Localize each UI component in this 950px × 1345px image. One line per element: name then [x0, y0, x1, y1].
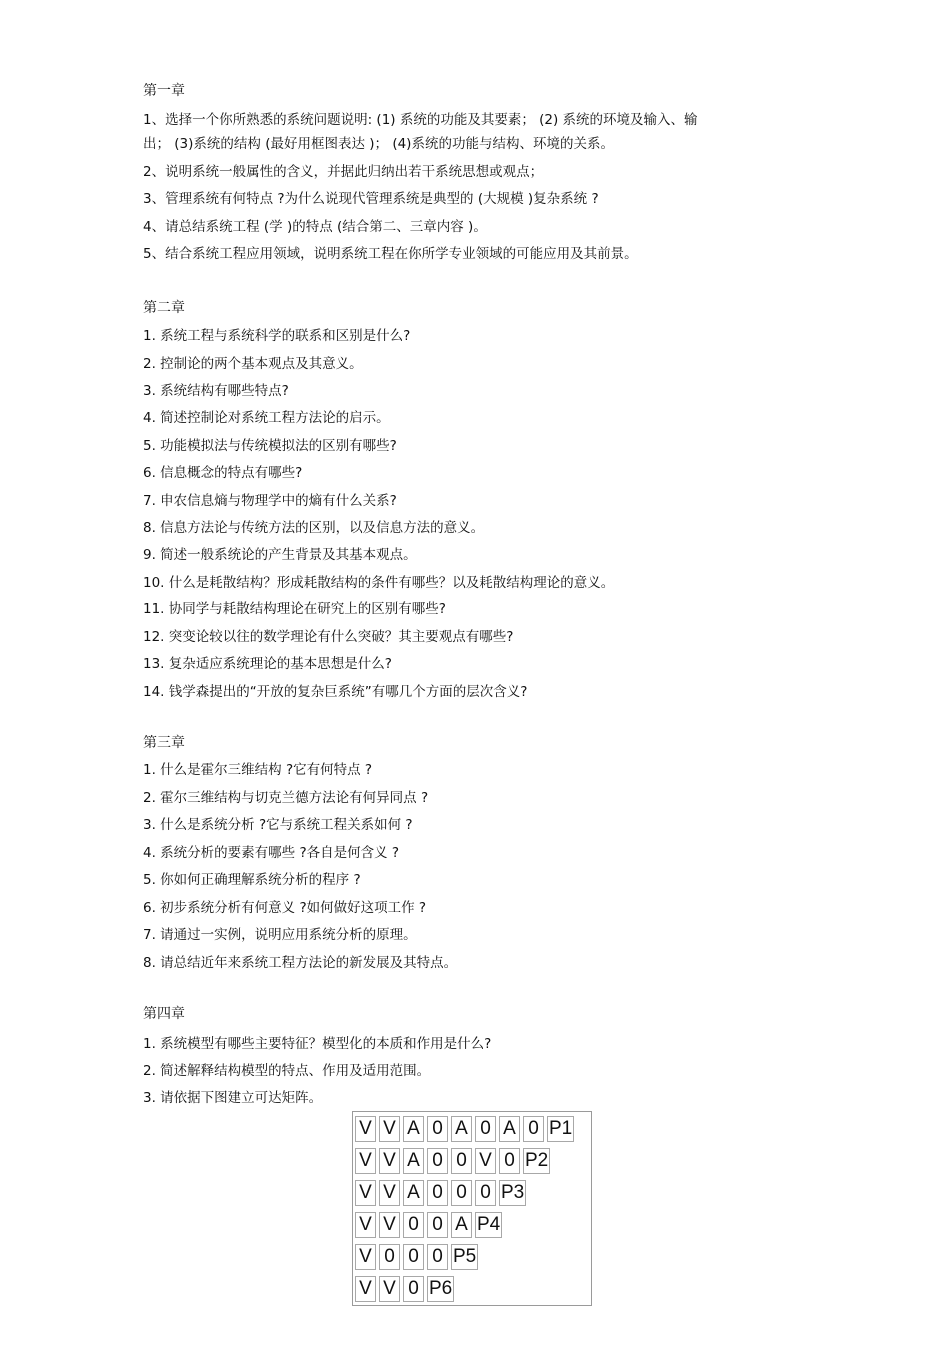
chapter-3-item: 6. 初步系统分析有何意义 ?如何做好这项工作 ?: [143, 900, 427, 916]
matrix-cell: 0: [451, 1180, 472, 1206]
chapter-4-heading: 第四章: [143, 1006, 185, 1022]
matrix-cell: 0: [403, 1276, 424, 1302]
chapter-3-heading: 第三章: [143, 735, 185, 751]
chapter-1-item: 2、说明系统一般属性的含义，并据此归纳出若干系统思想或观点；: [143, 164, 544, 180]
matrix-node-label: P4: [475, 1212, 502, 1238]
chapter-2-item: 8. 信息方法论与传统方法的区别，以及信息方法的意义。: [143, 520, 485, 536]
matrix-cell: 0: [403, 1244, 424, 1270]
chapter-3-item: 7. 请通过一实例，说明应用系统分析的原理。: [143, 927, 417, 943]
matrix-cell: V: [379, 1148, 400, 1174]
chapter-1-item: 1、选择一个你所熟悉的系统问题说明: (1) 系统的功能及其要素； (2) 系统的环境及输入、输: [143, 112, 698, 128]
matrix-row: [355, 1180, 529, 1208]
matrix-cell: V: [355, 1180, 376, 1206]
matrix-cell: 0: [379, 1244, 400, 1270]
matrix-cell: 0: [475, 1116, 496, 1142]
chapter-4-item: 3. 请依据下图建立可达矩阵。: [143, 1090, 323, 1106]
matrix-cell: V: [475, 1148, 496, 1174]
matrix-cell: V: [379, 1116, 400, 1142]
matrix-cell: 0: [523, 1116, 544, 1142]
matrix-cell: 0: [475, 1180, 496, 1206]
matrix-cell: A: [499, 1116, 520, 1142]
chapter-3-item: 3. 什么是系统分析 ?它与系统工程关系如何 ?: [143, 817, 413, 833]
chapter-3-item: 8. 请总结近年来系统工程方法论的新发展及其特点。: [143, 955, 458, 971]
matrix-cell: 0: [403, 1212, 424, 1238]
chapter-3-item: 2. 霍尔三维结构与切克兰德方法论有何异同点 ?: [143, 790, 429, 806]
chapter-1-item: 出； (3)系统的结构 (最好用框图表达 )； (4)系统的功能与结构、环境的关系。: [143, 136, 614, 152]
matrix-row: [355, 1244, 481, 1272]
matrix-cell: 0: [427, 1212, 448, 1238]
matrix-cell: 0: [427, 1180, 448, 1206]
chapter-2-item: 3. 系统结构有哪些特点?: [143, 383, 289, 399]
chapter-2-item: 12. 突变论较以往的数学理论有什么突破？其主要观点有哪些?: [143, 629, 514, 645]
chapter-2-item: 6. 信息概念的特点有哪些?: [143, 465, 303, 481]
matrix-row: [355, 1212, 505, 1240]
matrix-row: [355, 1116, 577, 1144]
matrix-cell: A: [403, 1180, 424, 1206]
chapter-2-item: 2. 控制论的两个基本观点及其意义。: [143, 356, 363, 372]
chapter-1-heading: 第一章: [143, 83, 185, 99]
chapter-3-item: 5. 你如何正确理解系统分析的程序 ?: [143, 872, 361, 888]
chapter-2-item: 9. 简述一般系统论的产生背景及其基本观点。: [143, 547, 417, 563]
chapter-1-item: 4、请总结系统工程 (学 )的特点 (结合第二、三章内容 )。: [143, 219, 487, 235]
chapter-2-item: 1. 系统工程与系统科学的联系和区别是什么?: [143, 328, 411, 344]
chapter-1-item: 3、管理系统有何特点 ?为什么说现代管理系统是典型的 (大规模 )复杂系统 ?: [143, 191, 599, 207]
matrix-cell: 0: [427, 1148, 448, 1174]
chapter-2-item: 13. 复杂适应系统理论的基本思想是什么?: [143, 656, 392, 672]
chapter-3-item: 4. 系统分析的要素有哪些 ?各自是何含义 ?: [143, 845, 400, 861]
matrix-cell: V: [379, 1276, 400, 1302]
chapter-2-item: 11. 协同学与耗散结构理论在研究上的区别有哪些?: [143, 601, 446, 617]
chapter-2-item: 5. 功能模拟法与传统模拟法的区别有哪些?: [143, 438, 397, 454]
matrix-row: [355, 1276, 457, 1304]
matrix-cell: 0: [427, 1116, 448, 1142]
matrix-cell: V: [355, 1116, 376, 1142]
matrix-node-label: P5: [451, 1244, 478, 1270]
matrix-node-label: P1: [547, 1116, 574, 1142]
matrix-cell: A: [403, 1116, 424, 1142]
matrix-cell: A: [451, 1116, 472, 1142]
chapter-2-item: 14. 钱学森提出的“开放的复杂巨系统”有哪几个方面的层次含义?: [143, 684, 528, 700]
relation-matrix-figure: [352, 1111, 592, 1306]
matrix-node-label: P2: [523, 1148, 550, 1174]
matrix-cell: V: [355, 1148, 376, 1174]
matrix-node-label: P6: [427, 1276, 454, 1302]
matrix-cell: V: [379, 1180, 400, 1206]
matrix-cell: 0: [427, 1244, 448, 1270]
chapter-2-item: 10. 什么是耗散结构？形成耗散结构的条件有哪些？以及耗散结构理论的意义。: [143, 575, 615, 591]
matrix-cell: 0: [451, 1148, 472, 1174]
chapter-2-item: 4. 简述控制论对系统工程方法论的启示。: [143, 410, 390, 426]
matrix-cell: V: [379, 1212, 400, 1238]
chapter-1-item: 5、结合系统工程应用领域，说明系统工程在你所学专业领域的可能应用及其前景。: [143, 246, 638, 262]
chapter-3-item: 1. 什么是霍尔三维结构 ?它有何特点 ?: [143, 762, 373, 778]
matrix-node-label: P3: [499, 1180, 526, 1206]
chapter-2-item: 7. 申农信息熵与物理学中的熵有什么关系?: [143, 493, 397, 509]
chapter-4-item: 1. 系统模型有哪些主要特征？模型化的本质和作用是什么?: [143, 1036, 492, 1052]
matrix-cell: 0: [499, 1148, 520, 1174]
matrix-cell: V: [355, 1244, 376, 1270]
chapter-4-item: 2. 简述解释结构模型的特点、作用及适用范围。: [143, 1063, 431, 1079]
matrix-cell: V: [355, 1212, 376, 1238]
chapter-2-heading: 第二章: [143, 300, 185, 316]
matrix-row: [355, 1148, 553, 1176]
matrix-cell: A: [403, 1148, 424, 1174]
matrix-cell: V: [355, 1276, 376, 1302]
matrix-cell: A: [451, 1212, 472, 1238]
